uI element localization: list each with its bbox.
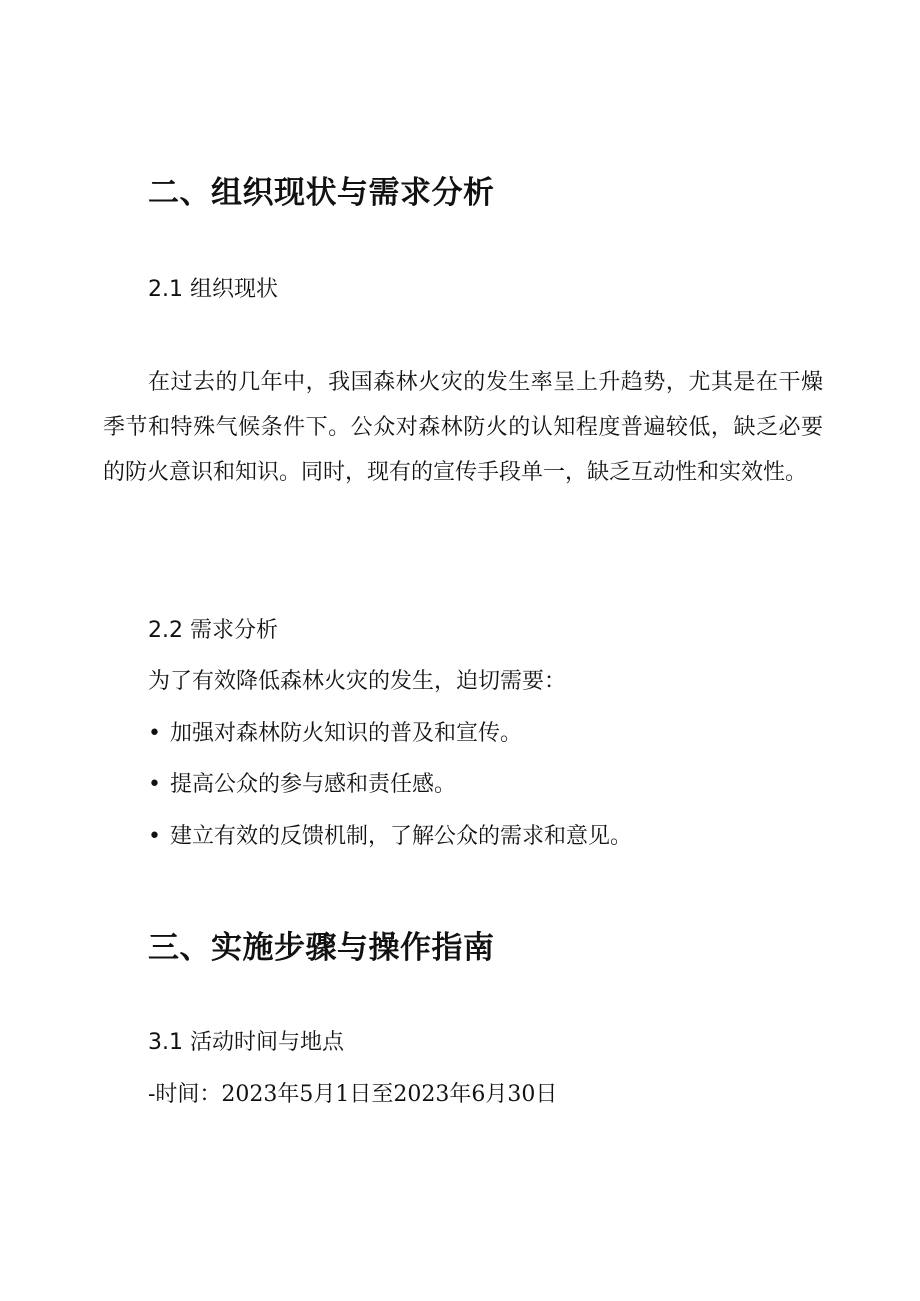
subsection-heading: 3.1 活动时间与地点 [148, 1030, 344, 1055]
time-line: -时间：2023年5月1日至2023年6月30日 [148, 1082, 558, 1107]
section-heading: 三、实施步骤与操作指南 [148, 930, 495, 966]
section-heading: 二、组织现状与需求分析 [148, 175, 495, 211]
bullet-mark: • [148, 824, 161, 849]
bullet-item [148, 716, 522, 747]
subsection-heading: 2.2 需求分析 [148, 618, 278, 643]
bullet-item [148, 767, 456, 798]
bullet-mark: • [148, 721, 161, 746]
bullet-text: 提高公众的参与感和责任感。 [170, 772, 457, 797]
subsection-heading: 2.1 组织现状 [148, 277, 278, 302]
bullet-text: 建立有效的反馈机制，了解公众的需求和意见。 [170, 824, 633, 849]
body-paragraph: 在过去的几年中，我国森林火灾的发生率呈上升趋势，尤其是在干燥季节和特殊气候条件下。公众对森林防火的认知程度普遍较低，缺乏必要的防火意识和知识。同时，现有的宣传手段单一，缺乏互动性和实效性。 [103, 370, 823, 485]
bullet-text: 加强对森林防火知识的普及和宣传。 [170, 721, 523, 746]
intro-text: 为了有效降低森林火灾的发生，迫切需要： [148, 669, 567, 694]
bullet-item [148, 819, 632, 850]
bullet-mark: • [148, 772, 161, 797]
